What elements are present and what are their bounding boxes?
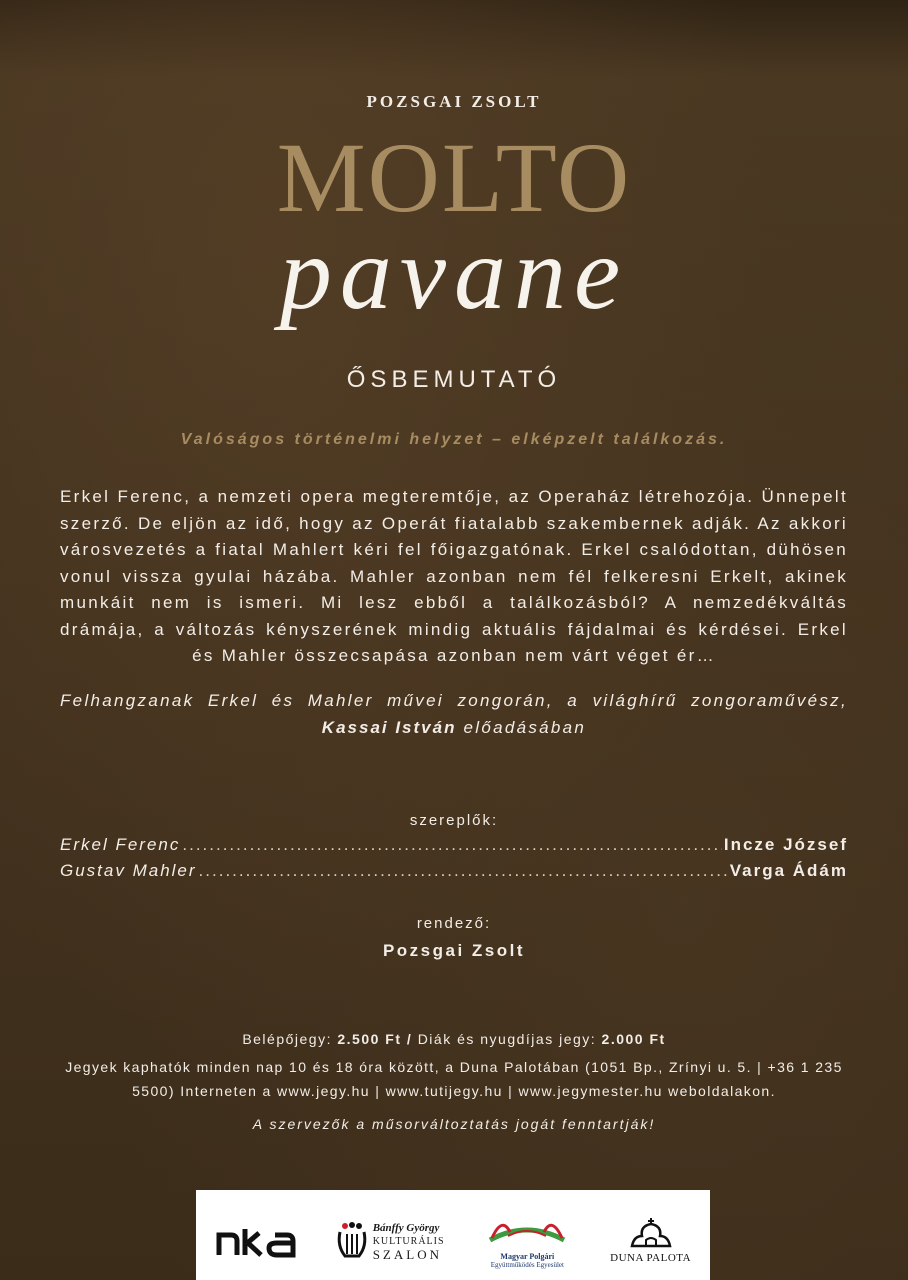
description-paragraph: Erkel Ferenc, a nemzeti opera megteremtője, az Operaház létrehozója. Ünnepelt szerző. De eljön az idő, hogy az Operát fiatalabb szakembernek adják. Az akkori városvezetés a fiatal Mahlert kéri fel főigazgatónak. Erkel csalódottan, dühösen vonul vissza gyulai házába. Mahler azonban nem fél felkeresni Erkelt, akinek munkáit nem is ismeri. Mi lesz ebből a találkozásból? A nemzedékváltás drámája, a változás kényszerének mindig aktuális fájdalmai és kérdései. Erkel és Mahler összecsapása azonban nem várt véget ér… [60, 487, 848, 665]
mp-line1: Magyar Polgári [500, 1251, 555, 1261]
banffy-line2: KULTURÁLIS [372, 1236, 445, 1247]
lyre-icon [335, 1222, 369, 1262]
title-molto: MOLTO [276, 122, 632, 233]
palace-icon [626, 1216, 676, 1252]
dot-leader [199, 861, 728, 881]
banffy-line1: Bánffy György [372, 1222, 440, 1234]
cast-label: szereplők: [409, 812, 499, 829]
ticket-prices [0, 1031, 908, 1047]
magyar-polgari-logo [482, 1210, 572, 1269]
author-name: POZSGAI ZSOLT [366, 92, 542, 111]
disclaimer: A szervezők a műsorváltoztatás jogát fenntartják! [252, 1116, 656, 1132]
cast-row [60, 835, 848, 855]
ticket-separator: / [406, 1031, 413, 1047]
ticket-label: Belépőjegy: [242, 1031, 332, 1047]
arch-icon [482, 1210, 572, 1250]
ticket-info: Jegyek kaphatók minden nap 10 és 18 óra között, a Duna Palotában (1051 Bp., Zrínyi u. 5. | +36 1 235 5500) Interneten a www.jegy.hu | www.tutijegy.hu | www.jegymester.hu weboldalakon. [65, 1059, 843, 1099]
nka-logo [215, 1225, 297, 1259]
performer-suffix: előadásában [463, 717, 587, 737]
discount-label: Diák és nyugdíjas jegy: [417, 1031, 597, 1047]
cast-role: Erkel Ferenc [60, 835, 181, 854]
sponsor-logos [196, 1190, 710, 1280]
dp-name: DUNA PALOTA [610, 1252, 692, 1264]
duna-palota-logo [610, 1216, 691, 1264]
director-label: rendező: [416, 915, 492, 932]
nka-icon [215, 1225, 297, 1259]
title-pavane: pavane [279, 216, 629, 331]
cast-actor: Varga Ádám [729, 861, 848, 880]
performer-text: Felhangzanak Erkel és Mahler művei zongorán, a világhírű zongoraművész, [60, 691, 848, 710]
premiere-label: ŐSBEMUTATÓ [346, 366, 562, 393]
tagline: Valóságos történelmi helyzet – elképzelt találkozás. [180, 431, 728, 448]
performer-paragraph [60, 688, 848, 741]
mp-line2: Együttműködés Egyesület [490, 1260, 564, 1269]
cast-row [60, 861, 848, 881]
director-name: Pozsgai Zsolt [382, 941, 526, 960]
cast-role: Gustav Mahler [60, 861, 197, 880]
ticket-price: 2.500 Ft [337, 1031, 402, 1047]
banffy-line3: SZALON [372, 1247, 442, 1262]
performer-name: Kassai István [321, 717, 457, 737]
discount-price: 2.000 Ft [601, 1031, 666, 1047]
banffy-logo [335, 1222, 445, 1262]
dot-leader [182, 835, 721, 855]
cast-actor: Incze József [723, 835, 848, 854]
